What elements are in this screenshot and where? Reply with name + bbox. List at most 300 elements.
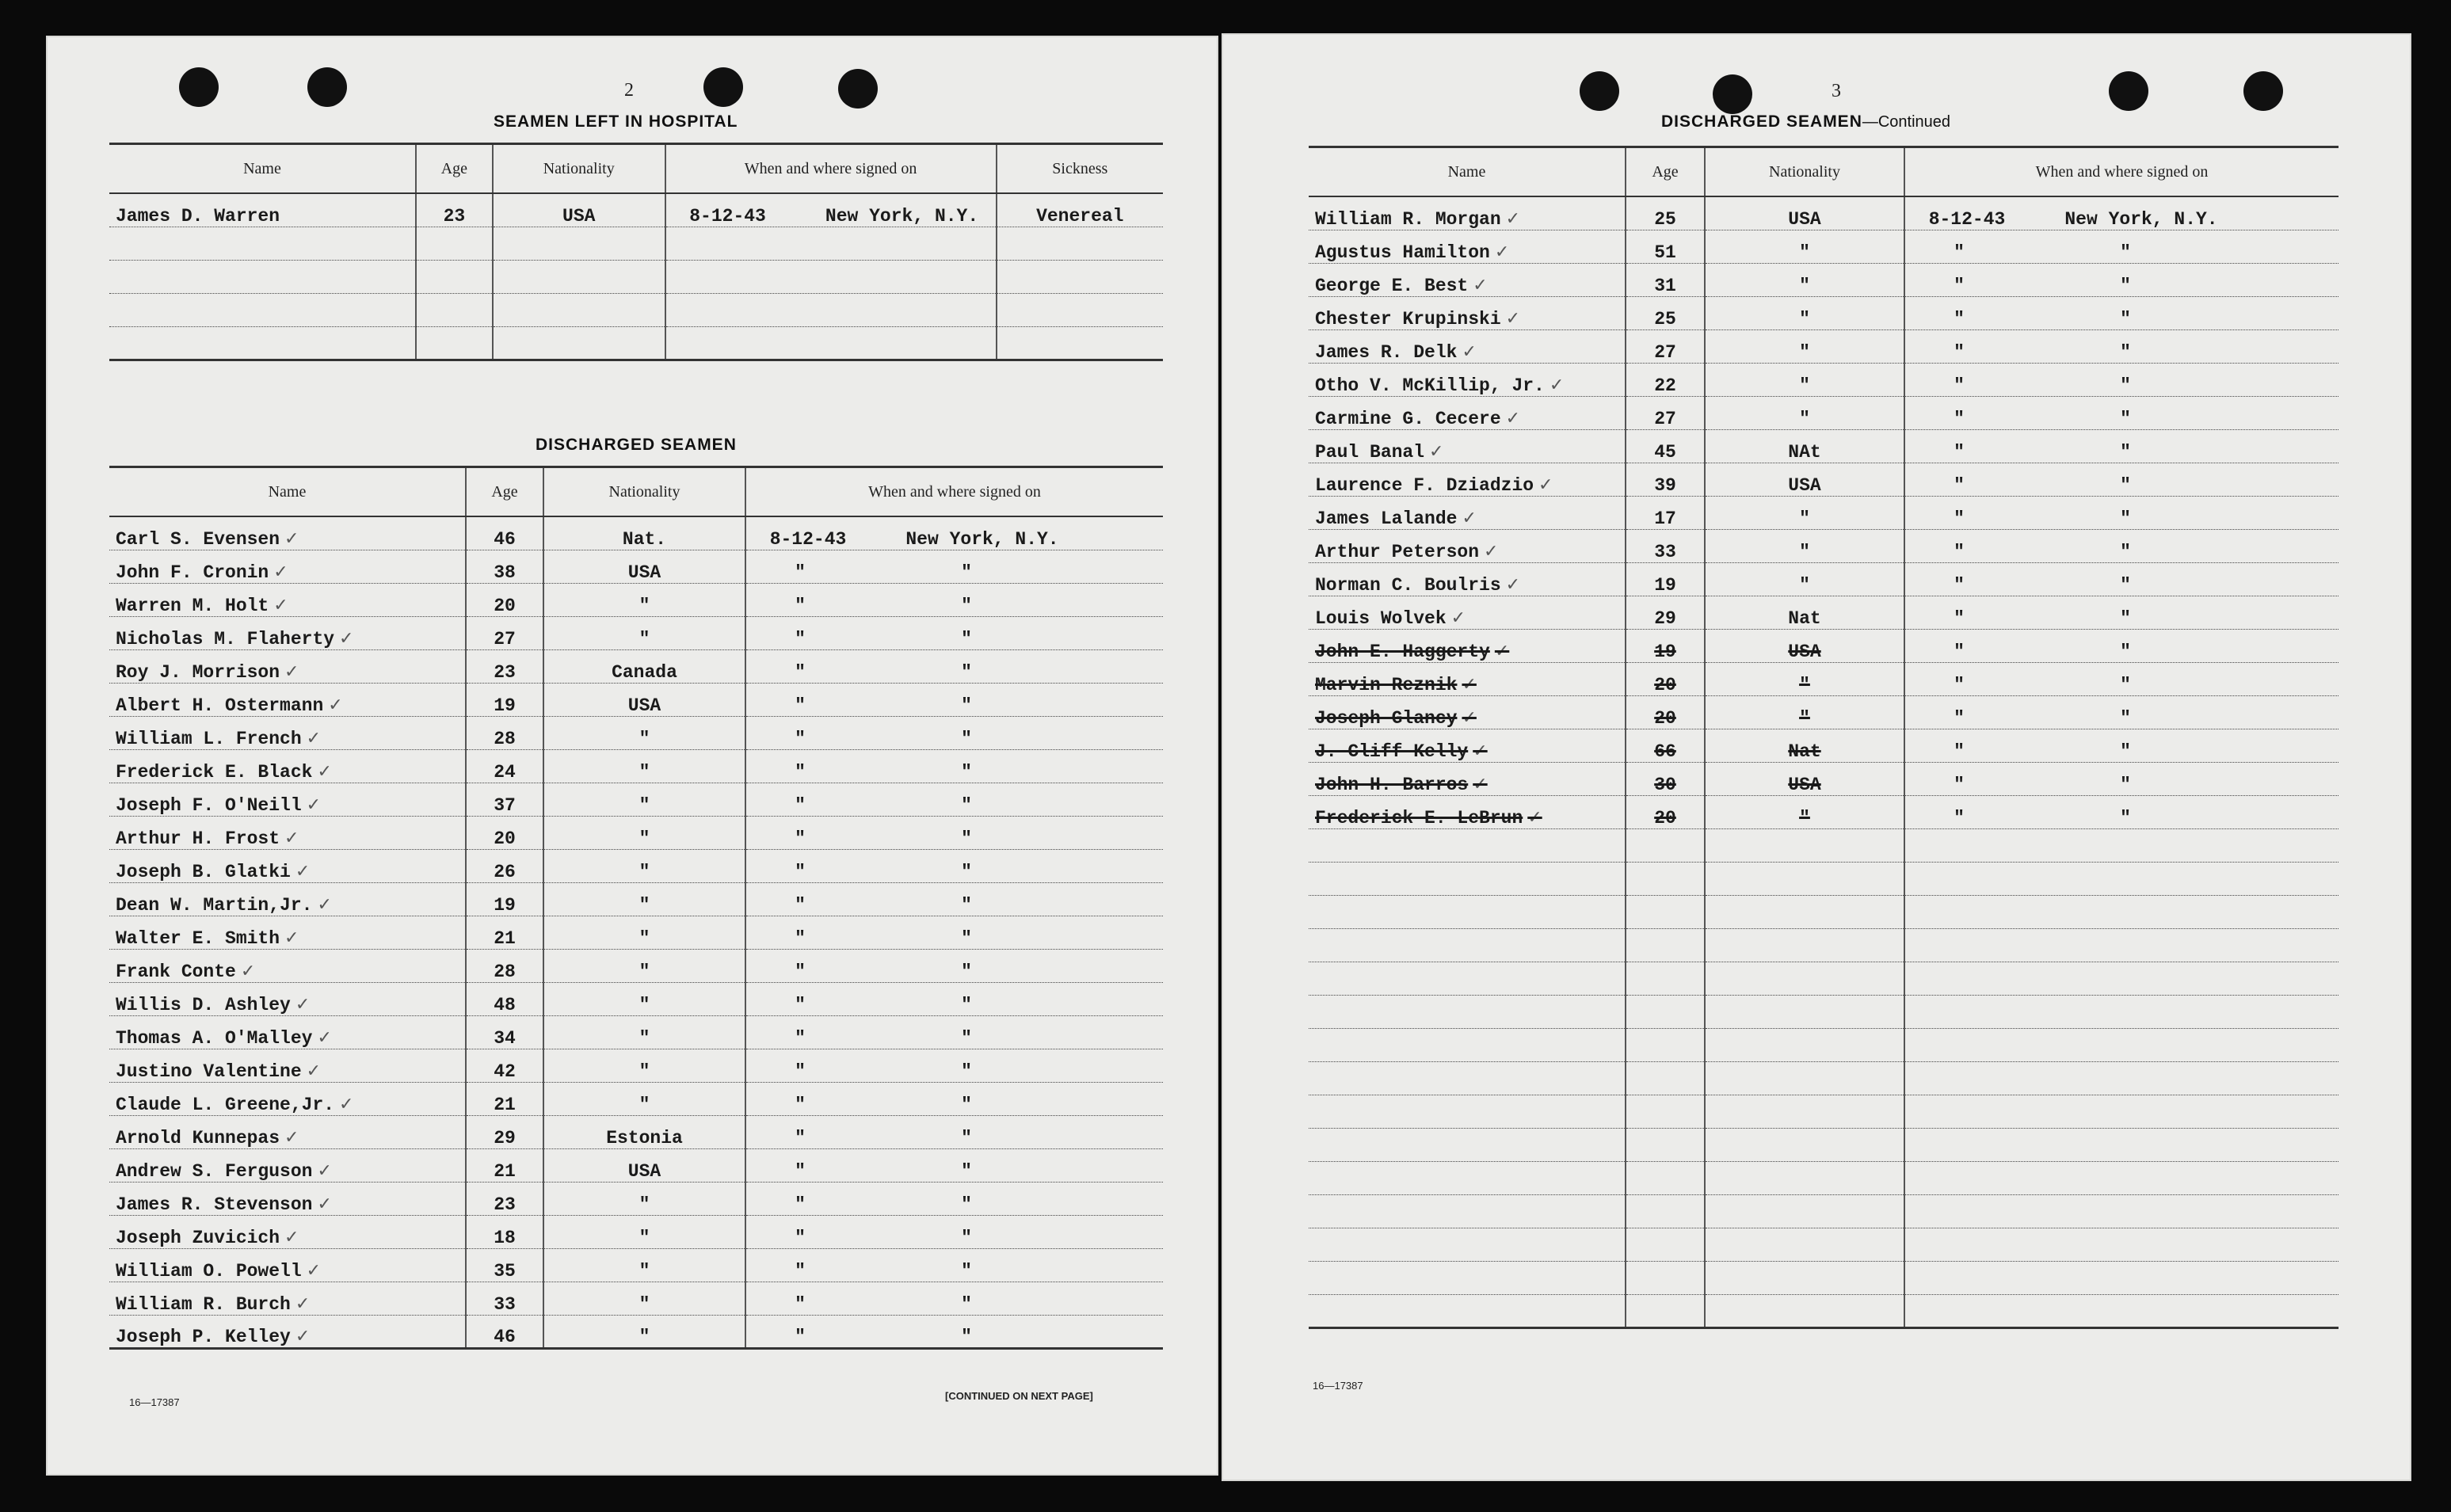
nationality-cell: " bbox=[543, 1049, 745, 1082]
check-mark-icon: ✓ bbox=[306, 728, 322, 748]
nationality-cell: " bbox=[1705, 795, 1904, 828]
signed-on-place: " bbox=[961, 1227, 972, 1248]
check-mark-icon: ✓ bbox=[1505, 574, 1521, 595]
struck-table-row bbox=[1309, 662, 2339, 695]
signed-on-date: " bbox=[795, 595, 806, 616]
age-cell bbox=[1626, 1061, 1705, 1095]
check-mark-icon: ✓ bbox=[1462, 674, 1477, 695]
signed-on-place: " bbox=[2120, 242, 2131, 263]
age-cell: 46 bbox=[466, 516, 543, 550]
name-cell bbox=[1309, 695, 1626, 729]
right-page bbox=[1222, 33, 2411, 1481]
name-cell bbox=[1309, 962, 1626, 995]
seaman-name: Nicholas M. Flaherty bbox=[116, 628, 335, 649]
name-cell bbox=[1309, 1294, 1626, 1327]
age-cell: 38 bbox=[466, 550, 543, 583]
nationality-cell: " bbox=[543, 1082, 745, 1115]
signed-on-place: " bbox=[961, 1293, 972, 1315]
seaman-name: Arnold Kunnepas bbox=[116, 1127, 280, 1148]
nationality-cell: Nat bbox=[1705, 596, 1904, 629]
nationality-cell bbox=[493, 260, 665, 293]
table-row bbox=[1309, 329, 2339, 363]
nationality-cell: USA bbox=[543, 550, 745, 583]
column-header-signed-on: When and where signed on bbox=[745, 467, 1163, 517]
signed-on-cell bbox=[745, 1015, 1163, 1049]
name-cell bbox=[1309, 230, 1626, 263]
column-header-signed-on: When and where signed on bbox=[665, 144, 997, 194]
signed-on-cell bbox=[745, 583, 1163, 616]
nationality-cell: " bbox=[1705, 230, 1904, 263]
table-row bbox=[1309, 1194, 2339, 1228]
nationality-cell bbox=[1705, 1128, 1904, 1161]
signed-on-cell bbox=[745, 716, 1163, 749]
signed-on-place: " bbox=[961, 1194, 972, 1215]
signed-on-cell bbox=[665, 326, 997, 360]
name-cell bbox=[1309, 895, 1626, 928]
signed-on-cell bbox=[1904, 1228, 2339, 1261]
age-cell bbox=[1626, 1294, 1705, 1327]
section-title-text: DISCHARGED SEAMEN bbox=[1661, 112, 1862, 131]
signed-on-cell bbox=[745, 949, 1163, 982]
table-row bbox=[109, 326, 1163, 360]
punch-hole-icon bbox=[703, 67, 743, 107]
signed-on-cell bbox=[745, 916, 1163, 949]
signed-on-date: " bbox=[1954, 275, 1965, 296]
name-cell bbox=[1309, 828, 1626, 862]
signed-on-place: " bbox=[961, 861, 972, 882]
signed-on-place: " bbox=[2120, 508, 2131, 529]
seaman-name: Otho V. McKillip, Jr. bbox=[1315, 375, 1545, 396]
signed-on-cell bbox=[1904, 962, 2339, 995]
age-cell: 21 bbox=[466, 1082, 543, 1115]
seaman-name: J. Cliff Kelly bbox=[1315, 741, 1469, 762]
name-cell bbox=[1309, 928, 1626, 962]
nationality-cell: " bbox=[1705, 529, 1904, 562]
punch-hole-icon bbox=[838, 69, 878, 109]
signed-on-cell bbox=[745, 649, 1163, 683]
table-row bbox=[109, 583, 1163, 616]
table-row bbox=[1309, 862, 2339, 895]
seaman-name: Agustus Hamilton bbox=[1315, 242, 1490, 263]
table-row bbox=[109, 1115, 1163, 1148]
table-row bbox=[1309, 828, 2339, 862]
check-mark-icon: ✓ bbox=[273, 595, 288, 615]
age-cell: 33 bbox=[466, 1282, 543, 1315]
age-cell: 25 bbox=[1626, 196, 1705, 230]
age-cell bbox=[1626, 1261, 1705, 1294]
check-mark-icon: ✓ bbox=[284, 1227, 299, 1247]
name-cell bbox=[1309, 196, 1626, 230]
table-row bbox=[109, 1248, 1163, 1282]
signed-on-place: New York, N.Y. bbox=[905, 528, 1059, 550]
table-row bbox=[109, 227, 1163, 260]
age-cell: 20 bbox=[1626, 662, 1705, 695]
name-cell bbox=[1309, 1028, 1626, 1061]
signed-on-cell bbox=[745, 516, 1163, 550]
signed-on-cell bbox=[1904, 1061, 2339, 1095]
signed-on-date: " bbox=[795, 1293, 806, 1315]
age-cell: 20 bbox=[466, 583, 543, 616]
nationality-cell: USA bbox=[1705, 463, 1904, 496]
table-row bbox=[109, 783, 1163, 816]
table-row bbox=[1309, 1061, 2339, 1095]
seaman-name: Norman C. Boulris bbox=[1315, 574, 1501, 596]
table-row bbox=[109, 1015, 1163, 1049]
signed-on-place: " bbox=[2120, 774, 2131, 795]
seaman-name: Walter E. Smith bbox=[116, 927, 280, 949]
check-mark-icon: ✓ bbox=[284, 661, 299, 682]
seaman-name: Joseph Glancy bbox=[1315, 707, 1458, 729]
signed-on-place: " bbox=[2120, 607, 2131, 629]
table-row bbox=[1309, 1161, 2339, 1194]
discharged-continued-table bbox=[1309, 146, 2339, 1329]
nationality-cell: " bbox=[543, 816, 745, 849]
left-page bbox=[46, 36, 1218, 1476]
name-cell bbox=[109, 227, 416, 260]
name-cell bbox=[1309, 662, 1626, 695]
check-mark-icon: ✓ bbox=[1484, 541, 1499, 562]
name-cell bbox=[1309, 1061, 1626, 1095]
check-mark-icon: ✓ bbox=[317, 1160, 332, 1181]
seaman-name: Carl S. Evensen bbox=[116, 528, 280, 550]
signed-on-place: " bbox=[2120, 707, 2131, 729]
table-row bbox=[109, 260, 1163, 293]
name-cell bbox=[109, 683, 466, 716]
name-cell bbox=[109, 1148, 466, 1182]
signed-on-cell bbox=[745, 1082, 1163, 1115]
check-mark-icon: ✓ bbox=[317, 894, 332, 915]
punch-hole-icon bbox=[307, 67, 347, 107]
signed-on-date: " bbox=[1954, 641, 1965, 662]
hospital-table bbox=[109, 143, 1163, 361]
seaman-name: James R. Delk bbox=[1315, 341, 1458, 363]
check-mark-icon: ✓ bbox=[284, 828, 299, 848]
signed-on-date: " bbox=[795, 961, 806, 982]
name-cell bbox=[109, 949, 466, 982]
age-cell bbox=[1626, 895, 1705, 928]
age-cell: 21 bbox=[466, 1148, 543, 1182]
signed-on-date: " bbox=[1954, 707, 1965, 729]
seaman-name: Dean W. Martin,Jr. bbox=[116, 894, 313, 916]
struck-table-row bbox=[1309, 795, 2339, 828]
check-mark-icon: ✓ bbox=[1462, 707, 1477, 728]
signed-on-date: 8-12-43 bbox=[689, 205, 766, 227]
nationality-cell: " bbox=[1705, 296, 1904, 329]
signed-on-cell bbox=[745, 1182, 1163, 1215]
table-row bbox=[109, 849, 1163, 882]
check-mark-icon: ✓ bbox=[1505, 208, 1521, 229]
signed-on-date: " bbox=[795, 628, 806, 649]
table-row bbox=[109, 1315, 1163, 1348]
signed-on-place: " bbox=[961, 595, 972, 616]
hospital-section-title: SEAMEN LEFT IN HOSPITAL bbox=[494, 112, 738, 131]
nationality-cell: Estonia bbox=[543, 1115, 745, 1148]
signed-on-place: " bbox=[2120, 441, 2131, 463]
age-cell: 20 bbox=[466, 816, 543, 849]
nationality-cell: " bbox=[543, 583, 745, 616]
check-mark-icon: ✓ bbox=[295, 1326, 311, 1346]
nationality-cell bbox=[1705, 1028, 1904, 1061]
name-cell bbox=[109, 816, 466, 849]
name-cell bbox=[109, 1282, 466, 1315]
signed-on-cell bbox=[1904, 629, 2339, 662]
name-cell bbox=[1309, 729, 1626, 762]
age-cell: 28 bbox=[466, 949, 543, 982]
signed-on-date: " bbox=[795, 861, 806, 882]
signed-on-date: " bbox=[795, 794, 806, 816]
name-cell bbox=[1309, 1161, 1626, 1194]
discharged-table bbox=[109, 466, 1163, 1350]
nationality-cell: " bbox=[543, 783, 745, 816]
nationality-cell: " bbox=[543, 1282, 745, 1315]
nationality-cell bbox=[1705, 1161, 1904, 1194]
struck-table-row bbox=[1309, 762, 2339, 795]
nationality-cell: " bbox=[1705, 396, 1904, 429]
table-row bbox=[1309, 1095, 2339, 1128]
check-mark-icon: ✓ bbox=[1429, 441, 1444, 462]
signed-on-place: " bbox=[961, 994, 972, 1015]
seaman-name: Frederick E. Black bbox=[116, 761, 313, 783]
nationality-cell: " bbox=[1705, 363, 1904, 396]
page-number: 3 bbox=[1832, 81, 1841, 101]
struck-table-row bbox=[1309, 629, 2339, 662]
check-mark-icon: ✓ bbox=[1549, 375, 1565, 395]
signed-on-place: " bbox=[2120, 741, 2131, 762]
nationality-cell: Canada bbox=[543, 649, 745, 683]
table-row bbox=[1309, 1261, 2339, 1294]
table-row bbox=[1309, 363, 2339, 396]
name-cell bbox=[109, 1049, 466, 1082]
seaman-name: James Lalande bbox=[1315, 508, 1458, 529]
seaman-name: Joseph F. O'Neill bbox=[116, 794, 302, 816]
check-mark-icon: ✓ bbox=[339, 1094, 354, 1114]
signed-on-place: " bbox=[2120, 408, 2131, 429]
nationality-cell: " bbox=[1705, 496, 1904, 529]
form-number: 16—17387 bbox=[1313, 1380, 1363, 1392]
nationality-cell bbox=[493, 293, 665, 326]
table-row bbox=[1309, 196, 2339, 230]
seaman-name: John H. Barros bbox=[1315, 774, 1469, 795]
name-cell bbox=[1309, 762, 1626, 795]
continued-note: [CONTINUED ON NEXT PAGE] bbox=[945, 1390, 1093, 1402]
table-row bbox=[1309, 895, 2339, 928]
name-cell bbox=[1309, 296, 1626, 329]
nationality-cell: " bbox=[543, 749, 745, 783]
age-cell: 35 bbox=[466, 1248, 543, 1282]
name-cell bbox=[1309, 263, 1626, 296]
seaman-name: James R. Stevenson bbox=[116, 1194, 313, 1215]
age-cell: 22 bbox=[1626, 363, 1705, 396]
signed-on-cell bbox=[1904, 729, 2339, 762]
age-cell bbox=[1626, 995, 1705, 1028]
signed-on-cell bbox=[1904, 1194, 2339, 1228]
nationality-cell bbox=[1705, 1261, 1904, 1294]
nationality-cell bbox=[1705, 962, 1904, 995]
nationality-cell: " bbox=[1705, 329, 1904, 363]
nationality-cell bbox=[493, 227, 665, 260]
signed-on-cell bbox=[1904, 762, 2339, 795]
table-row bbox=[1309, 296, 2339, 329]
signed-on-date: " bbox=[795, 761, 806, 783]
signed-on-date: " bbox=[795, 562, 806, 583]
struck-table-row bbox=[1309, 695, 2339, 729]
check-mark-icon: ✓ bbox=[1473, 741, 1488, 761]
name-cell bbox=[109, 550, 466, 583]
check-mark-icon: ✓ bbox=[328, 695, 343, 715]
age-cell: 29 bbox=[1626, 596, 1705, 629]
nationality-cell: " bbox=[1705, 695, 1904, 729]
name-cell bbox=[1309, 329, 1626, 363]
table-row bbox=[109, 949, 1163, 982]
signed-on-date: " bbox=[1954, 807, 1965, 828]
signed-on-cell bbox=[745, 1215, 1163, 1248]
column-header-nationality: Nationality bbox=[493, 144, 665, 194]
age-cell: 48 bbox=[466, 982, 543, 1015]
check-mark-icon: ✓ bbox=[1505, 308, 1521, 329]
sickness-cell bbox=[997, 227, 1163, 260]
section-title-suffix: —Continued bbox=[1862, 113, 1951, 131]
nationality-cell bbox=[1705, 928, 1904, 962]
seaman-name: Andrew S. Ferguson bbox=[116, 1160, 313, 1182]
check-mark-icon: ✓ bbox=[1462, 341, 1477, 362]
age-cell: 26 bbox=[466, 849, 543, 882]
sickness-cell bbox=[997, 293, 1163, 326]
column-header-age: Age bbox=[1626, 147, 1705, 197]
signed-on-date: 8-12-43 bbox=[1928, 208, 2006, 230]
signed-on-place: " bbox=[2120, 574, 2131, 596]
column-header-name: Name bbox=[109, 467, 466, 517]
age-cell: 17 bbox=[1626, 496, 1705, 529]
sickness-cell bbox=[997, 260, 1163, 293]
table-row bbox=[109, 1215, 1163, 1248]
column-header-age: Age bbox=[416, 144, 493, 194]
table-row bbox=[109, 749, 1163, 783]
check-mark-icon: ✓ bbox=[295, 861, 311, 882]
signed-on-cell bbox=[745, 683, 1163, 716]
signed-on-place: " bbox=[2120, 375, 2131, 396]
table-row bbox=[1309, 1228, 2339, 1261]
signed-on-date: " bbox=[1954, 774, 1965, 795]
signed-on-place: " bbox=[961, 695, 972, 716]
nationality-cell: " bbox=[1705, 662, 1904, 695]
age-cell bbox=[1626, 1128, 1705, 1161]
check-mark-icon: ✓ bbox=[284, 1127, 299, 1148]
age-cell: 21 bbox=[466, 916, 543, 949]
age-cell bbox=[1626, 828, 1705, 862]
struck-table-row bbox=[1309, 729, 2339, 762]
nationality-cell: NAt bbox=[1705, 429, 1904, 463]
name-cell bbox=[1309, 629, 1626, 662]
nationality-cell bbox=[1705, 995, 1904, 1028]
signed-on-cell bbox=[745, 849, 1163, 882]
nationality-cell bbox=[1705, 1294, 1904, 1327]
seaman-name: Thomas A. O'Malley bbox=[116, 1027, 313, 1049]
sickness-cell: Venereal bbox=[997, 193, 1163, 227]
signed-on-cell bbox=[745, 1282, 1163, 1315]
nationality-cell: USA bbox=[1705, 762, 1904, 795]
check-mark-icon: ✓ bbox=[306, 1260, 322, 1281]
signed-on-place: " bbox=[961, 961, 972, 982]
signed-on-cell bbox=[1904, 895, 2339, 928]
name-cell bbox=[1309, 1261, 1626, 1294]
signed-on-cell bbox=[745, 1049, 1163, 1082]
age-cell: 19 bbox=[1626, 562, 1705, 596]
signed-on-date: " bbox=[795, 1027, 806, 1049]
column-header-name: Name bbox=[1309, 147, 1626, 197]
name-cell bbox=[109, 882, 466, 916]
age-cell: 27 bbox=[1626, 396, 1705, 429]
signed-on-cell bbox=[745, 1115, 1163, 1148]
signed-on-place: " bbox=[961, 894, 972, 916]
table-row bbox=[109, 550, 1163, 583]
nationality-cell: " bbox=[543, 616, 745, 649]
check-mark-icon: ✓ bbox=[295, 1293, 311, 1314]
signed-on-place: " bbox=[961, 1027, 972, 1049]
nationality-cell bbox=[493, 326, 665, 360]
signed-on-cell bbox=[1904, 928, 2339, 962]
column-header-nationality: Nationality bbox=[543, 467, 745, 517]
nationality-cell bbox=[1705, 828, 1904, 862]
signed-on-place: " bbox=[961, 828, 972, 849]
signed-on-place: " bbox=[2120, 341, 2131, 363]
table-row bbox=[1309, 529, 2339, 562]
table-row bbox=[109, 916, 1163, 949]
signed-on-place: New York, N.Y. bbox=[2064, 208, 2218, 230]
signed-on-place: " bbox=[2120, 275, 2131, 296]
age-cell: 19 bbox=[466, 882, 543, 916]
name-cell bbox=[1309, 1128, 1626, 1161]
seaman-name: Joseph B. Glatki bbox=[116, 861, 291, 882]
check-mark-icon: ✓ bbox=[1494, 242, 1510, 262]
signed-on-place: " bbox=[961, 1260, 972, 1282]
name-cell bbox=[109, 916, 466, 949]
punch-hole-icon bbox=[2243, 71, 2283, 111]
table-row bbox=[109, 683, 1163, 716]
punch-hole-icon bbox=[179, 67, 219, 107]
age-cell bbox=[1626, 862, 1705, 895]
signed-on-cell bbox=[1904, 1028, 2339, 1061]
name-cell bbox=[109, 982, 466, 1015]
signed-on-date: " bbox=[1954, 508, 1965, 529]
table-row bbox=[1309, 463, 2339, 496]
nationality-cell: " bbox=[1705, 263, 1904, 296]
age-cell: 23 bbox=[466, 1182, 543, 1215]
name-cell bbox=[109, 783, 466, 816]
table-row bbox=[1309, 995, 2339, 1028]
signed-on-cell bbox=[1904, 230, 2339, 263]
age-cell bbox=[416, 326, 493, 360]
nationality-cell: " bbox=[543, 1015, 745, 1049]
table-row bbox=[109, 516, 1163, 550]
table-row bbox=[1309, 1028, 2339, 1061]
check-mark-icon: ✓ bbox=[339, 628, 354, 649]
seaman-name: John E. Haggerty bbox=[1315, 641, 1490, 662]
seaman-name: Arthur Peterson bbox=[1315, 541, 1480, 562]
table-row bbox=[1309, 962, 2339, 995]
table-row bbox=[109, 882, 1163, 916]
seaman-name: William R. Morgan bbox=[1315, 208, 1501, 230]
age-cell bbox=[416, 227, 493, 260]
signed-on-cell bbox=[1904, 429, 2339, 463]
signed-on-date: " bbox=[1954, 242, 1965, 263]
check-mark-icon: ✓ bbox=[1538, 474, 1553, 495]
seaman-name: James D. Warren bbox=[116, 205, 280, 227]
signed-on-date: " bbox=[795, 1326, 806, 1347]
nationality-cell: USA bbox=[493, 193, 665, 227]
age-cell: 33 bbox=[1626, 529, 1705, 562]
age-cell: 23 bbox=[416, 193, 493, 227]
age-cell: 24 bbox=[466, 749, 543, 783]
